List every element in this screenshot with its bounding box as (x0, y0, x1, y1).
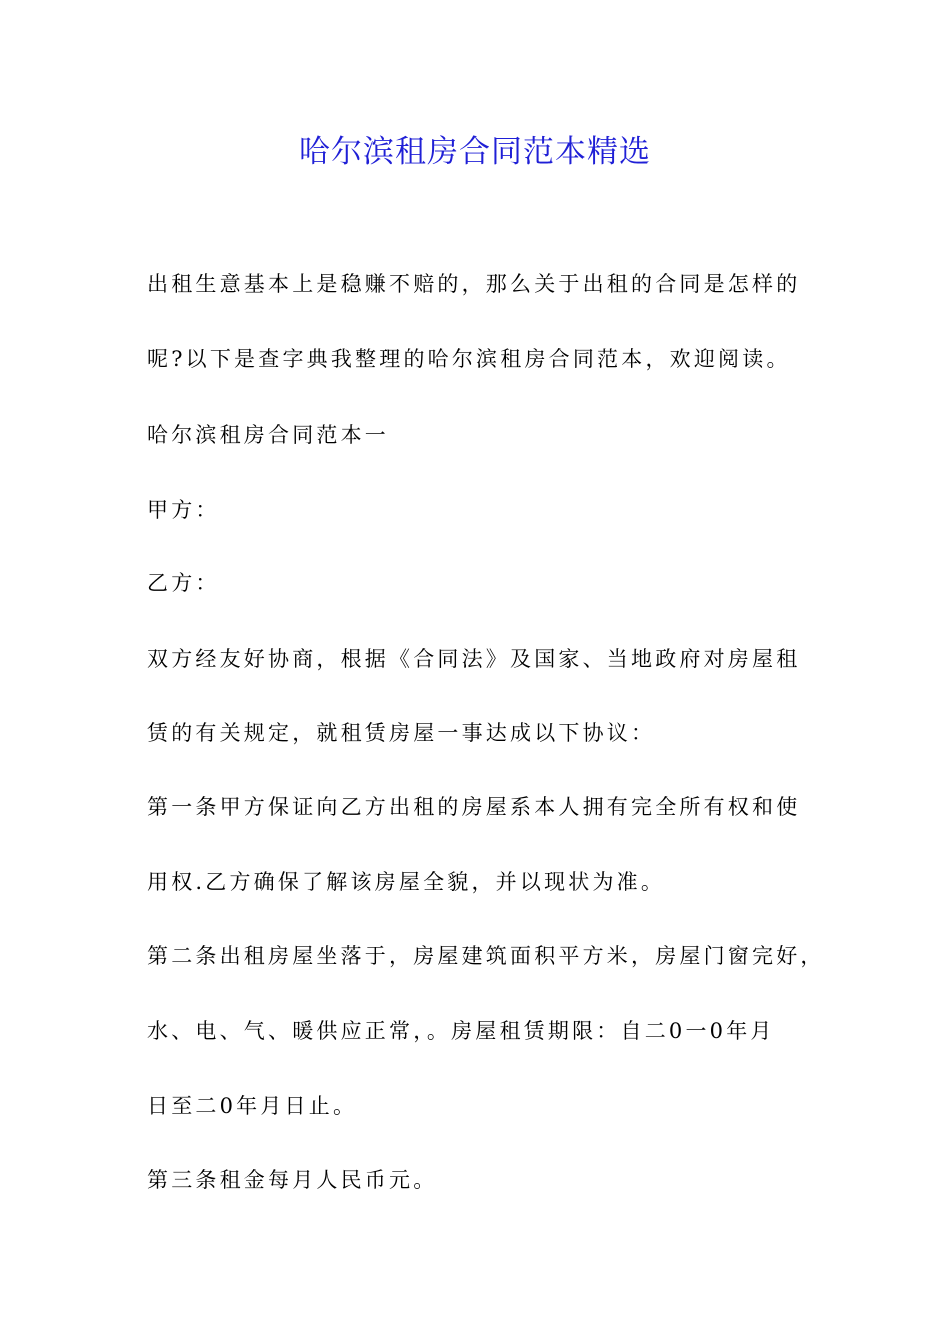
article-two-line-2: 水、电、气、暖供应正常，。房屋租赁期限：自二0一0年月 (147, 1019, 775, 1043)
party-a-label: 甲方： (147, 498, 220, 522)
article-two-line-3: 日至二0年月日止。 (147, 1094, 358, 1118)
article-two-line-1: 第二条出租房屋坐落于，房屋建筑面积平方米，房屋门窗完好， (147, 944, 825, 968)
paragraph-line-6: 双方经友好协商，根据《合同法》及国家、当地政府对房屋租 (147, 647, 801, 671)
article-three-line-1: 第三条租金每月人民币元。 (147, 1168, 438, 1192)
document-title: 哈尔滨租房合同范本精选 (299, 134, 651, 170)
article-one-line-2: 用权.乙方确保了解该房屋全貌，并以现状为准。 (147, 870, 666, 894)
paragraph-line-7: 赁的有关规定，就租赁房屋一事达成以下协议： (147, 721, 656, 745)
paragraph-line-2: 呢?以下是查字典我整理的哈尔滨租房合同范本，欢迎阅读。 (147, 347, 791, 371)
party-b-label: 乙方： (147, 571, 220, 595)
section-heading: 哈尔滨租房合同范本一 (147, 423, 389, 447)
paragraph-line-1: 出租生意基本上是稳赚不赔的，那么关于出租的合同是怎样的 (147, 272, 801, 296)
article-one-line-1: 第一条甲方保证向乙方出租的房屋系本人拥有完全所有权和使 (147, 795, 801, 819)
